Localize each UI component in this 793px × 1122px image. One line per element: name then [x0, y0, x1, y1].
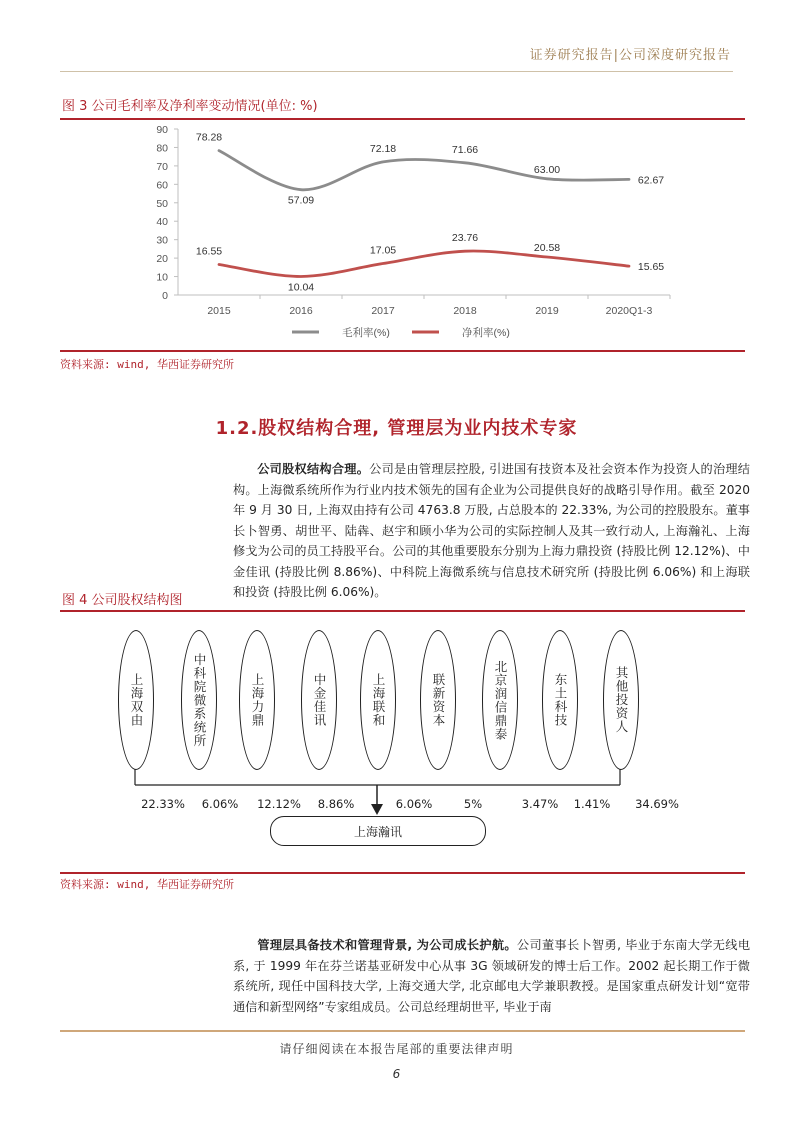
y-tick-label: 90 — [156, 124, 168, 136]
shareholder-name: 上海力鼎 — [250, 673, 265, 727]
data-label: 57.09 — [287, 194, 315, 207]
y-tick-label: 60 — [156, 179, 168, 192]
data-label: 62.67 — [637, 174, 665, 187]
data-label: 63.00 — [533, 163, 561, 176]
paragraph2-lead: 管理层具备技术和管理背景, 为公司成长护航。 — [257, 938, 517, 952]
data-label: 16.55 — [195, 245, 223, 258]
company-name: 上海瀚讯 — [353, 824, 402, 839]
shareholder-name: 联新资本 — [431, 673, 446, 727]
figure4-top-rule — [60, 610, 745, 612]
shareholding-percentage: 6.06% — [201, 797, 239, 811]
shareholding-percentage: 5% — [463, 797, 483, 811]
shareholding-percentage: 3.47% — [521, 797, 559, 811]
paragraph2-body: 公司董事长卜智勇, 毕业于东南大学无线电系, 于 1999 年在芬兰诺基亚研发中心从事 3G 领域研发的博士后工作。2002 起长期工作于微系统所, 现任中国科技大学, 上海交通大学, 北京邮电大学兼职教授。是国家重点研发计划“宽带通信和新型网络”专家组成员。公司总经理胡世平, 毕业于南 — [233, 938, 751, 1014]
y-tick-label: 20 — [156, 253, 168, 266]
shareholder-box — [542, 630, 578, 770]
y-tick-label: 50 — [156, 197, 168, 210]
figure4-bottom-rule — [60, 872, 745, 874]
paragraph-lead: 公司股权结构合理。 — [257, 462, 370, 476]
company-box — [270, 816, 486, 846]
chart-root — [156, 124, 670, 339]
figure3-bottom-rule — [60, 350, 745, 352]
shareholder-name: 其他投资人 — [614, 666, 629, 734]
x-tick-label: 2018 — [453, 305, 477, 317]
figure4-title: 图 4 公司股权结构图 — [62, 593, 183, 608]
report-header-title: 证券研究报告|公司深度研究报告 — [529, 48, 731, 63]
y-tick-label: 30 — [156, 234, 168, 247]
footer-divider — [60, 1030, 745, 1032]
x-tick-label: 2017 — [371, 305, 395, 317]
x-tick-label: 2015 — [207, 305, 231, 317]
x-tick-label: 2016 — [289, 305, 313, 317]
shareholding-percentage: 8.86% — [317, 797, 355, 811]
figure4-source: 资料来源: wind, 华西证券研究所 — [60, 878, 234, 891]
shareholder-box — [239, 630, 275, 770]
page-number: 6 — [392, 1067, 401, 1081]
x-tick-label: 2019 — [535, 305, 559, 317]
paragraph-body: 公司是由管理层控股, 引进国有技资本及社会资本作为投资人的治理结构。上海微系统所作为行业内技术领先的国有企业为公司提供良好的战略引导作用。截至 2020 年 9 月 30 日, 上海双由持有公司 4763.8 万股, 占总股本的 22.33%, 为公司的控股股东。董事长卜智勇、胡世平、陆犇、赵宇和顾小华为公司的实际控制人及其一致行动人, 上海瀚礼、上海修戈为公司的员工持股平台。公司的其他重要股东分别为上海力鼎投资 (持股比例 12.12%)、中金佳讯 (持股比例 8.86%)、中科院上海微系统与信息技术研究所 (持股比例 6.06%) 和上海联和投资 (持股比例 6.06%)。 — [233, 462, 750, 599]
shareholder-box — [603, 630, 639, 770]
y-tick-label: 40 — [156, 216, 168, 229]
y-tick-label: 80 — [156, 142, 168, 155]
shareholder-box — [360, 630, 396, 770]
shareholder-box — [301, 630, 337, 770]
data-label: 15.65 — [637, 261, 665, 274]
header-divider — [60, 71, 733, 72]
shareholding-percentage: 6.06% — [395, 797, 433, 811]
shareholder-name: 中金佳讯 — [312, 673, 327, 727]
series-line-net-margin — [219, 251, 629, 276]
paragraph-management — [233, 935, 750, 1017]
data-label: 17.05 — [369, 244, 397, 257]
y-tick-label: 0 — [162, 290, 168, 302]
shareholder-box — [482, 630, 518, 770]
shareholder-name: 北京润信鼎泰 — [493, 659, 508, 741]
x-tick-label: 2020Q1-3 — [605, 305, 653, 317]
shareholding-percentage: 34.69% — [635, 797, 679, 811]
y-tick-label: 10 — [156, 271, 168, 284]
shareholder-box — [118, 630, 154, 770]
section-heading: 1.2.股权结构合理, 管理层为业内技术专家 — [215, 418, 578, 439]
shareholder-box — [181, 630, 217, 770]
y-tick-label: 70 — [156, 160, 168, 173]
shareholding-percentage: 12.12% — [257, 797, 301, 811]
data-label: 10.04 — [287, 281, 315, 294]
shareholder-name: 中科院微系统所 — [192, 652, 207, 748]
series-line-gross-margin — [219, 151, 629, 190]
shareholder-name: 上海双由 — [129, 673, 144, 727]
shareholder-box — [420, 630, 456, 770]
shareholder-name: 东土科技 — [553, 673, 568, 727]
data-label: 78.28 — [195, 131, 223, 144]
paragraph-shareholding — [233, 459, 750, 603]
figure3-title: 图 3 公司毛利率及净利率变动情况(单位: %) — [62, 99, 318, 114]
data-label: 71.66 — [451, 143, 479, 156]
figure3-line-chart — [60, 120, 745, 350]
shareholding-percentage: 1.41% — [573, 797, 611, 811]
legend-label: 毛利率(%) — [342, 327, 390, 339]
legend-label: 净利率(%) — [462, 327, 510, 339]
data-label: 23.76 — [451, 232, 479, 245]
shareholder-name: 上海联和 — [371, 673, 386, 727]
data-label: 72.18 — [369, 142, 397, 155]
footer-disclaimer: 请仔细阅读在本报告尾部的重要法律声明 — [279, 1042, 514, 1056]
data-label: 20.58 — [533, 242, 561, 255]
figure3-source: 资料来源: wind, 华西证券研究所 — [60, 358, 234, 371]
shareholding-percentage: 22.33% — [141, 797, 185, 811]
